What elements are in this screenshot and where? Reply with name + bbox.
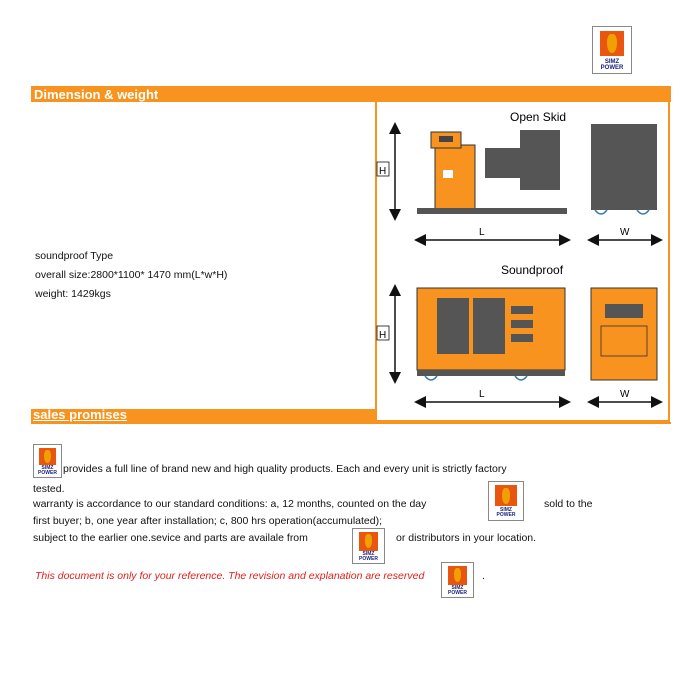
flame-icon xyxy=(448,566,468,585)
logo-text: POWER xyxy=(496,512,516,519)
w-label: W xyxy=(620,227,630,238)
spec-block xyxy=(35,247,227,304)
promise-line-5: subject to the earlier one.sevice and parts are availale from xyxy=(33,532,308,544)
spec-type: soundproof Type xyxy=(35,250,114,262)
logo-text: SIMZ xyxy=(500,507,512,514)
brand-logo xyxy=(592,26,632,74)
promise-line-2: tested. xyxy=(33,483,65,495)
soundproof-genset xyxy=(417,288,565,380)
section-bar-sales xyxy=(31,409,375,422)
promise-line-5b: or distributors in your location. xyxy=(396,532,537,544)
section-title-dimension: Dimension & weight xyxy=(34,87,159,102)
open-skid-label: Open Skid xyxy=(510,110,567,124)
spec-size: overall size:2800*1100* 1470 mm(L*w*H) xyxy=(35,269,228,281)
promise-line-4: first buyer; b, one year after installation; c, 800 hrs operation(accumulated); xyxy=(33,515,383,527)
logo-text: SIMZ xyxy=(362,550,375,557)
logo-text: POWER xyxy=(448,589,467,596)
brand-logo xyxy=(441,562,474,598)
promise-line-1: provides a full line of brand new and high quality products. Each and every unit is strictly factory xyxy=(63,463,507,475)
logo-text: POWER xyxy=(359,555,378,562)
w-label: W xyxy=(620,389,630,400)
brand-logo xyxy=(352,528,385,564)
spec-weight: weight: 1429kgs xyxy=(35,288,111,300)
logo-text: SIMZ xyxy=(604,59,620,66)
disclaimer-text: This document is only for your reference. The revision and explanation are reserved xyxy=(35,570,425,582)
flame-icon xyxy=(359,532,379,551)
brand-logo xyxy=(33,444,62,478)
flame-icon xyxy=(39,448,56,466)
l-label: L xyxy=(479,227,485,238)
logo-text: POWER xyxy=(38,469,57,476)
l-label: L xyxy=(479,389,485,400)
promise-line-3: warranty is accordance to our standard conditions: a, 12 months, counted on the day xyxy=(33,498,427,510)
logo-text: POWER xyxy=(600,65,624,72)
open-skid-side xyxy=(591,124,657,210)
h-label: H xyxy=(379,330,387,341)
soundproof-label: Soundproof xyxy=(501,263,564,277)
logo-text: SIMZ xyxy=(41,464,54,471)
disclaimer-end: . xyxy=(482,570,485,582)
sales-underline xyxy=(31,422,671,424)
flame-icon xyxy=(600,31,624,57)
h-label: H xyxy=(379,166,387,177)
logo-text: SIMZ xyxy=(451,584,464,591)
brand-logo xyxy=(488,481,524,521)
soundproof-side xyxy=(591,288,657,380)
section-title-sales: sales promises xyxy=(33,407,127,422)
dimension-diagram xyxy=(375,100,670,422)
flame-icon xyxy=(495,485,517,506)
promise-line-3b: sold to the xyxy=(544,498,593,510)
